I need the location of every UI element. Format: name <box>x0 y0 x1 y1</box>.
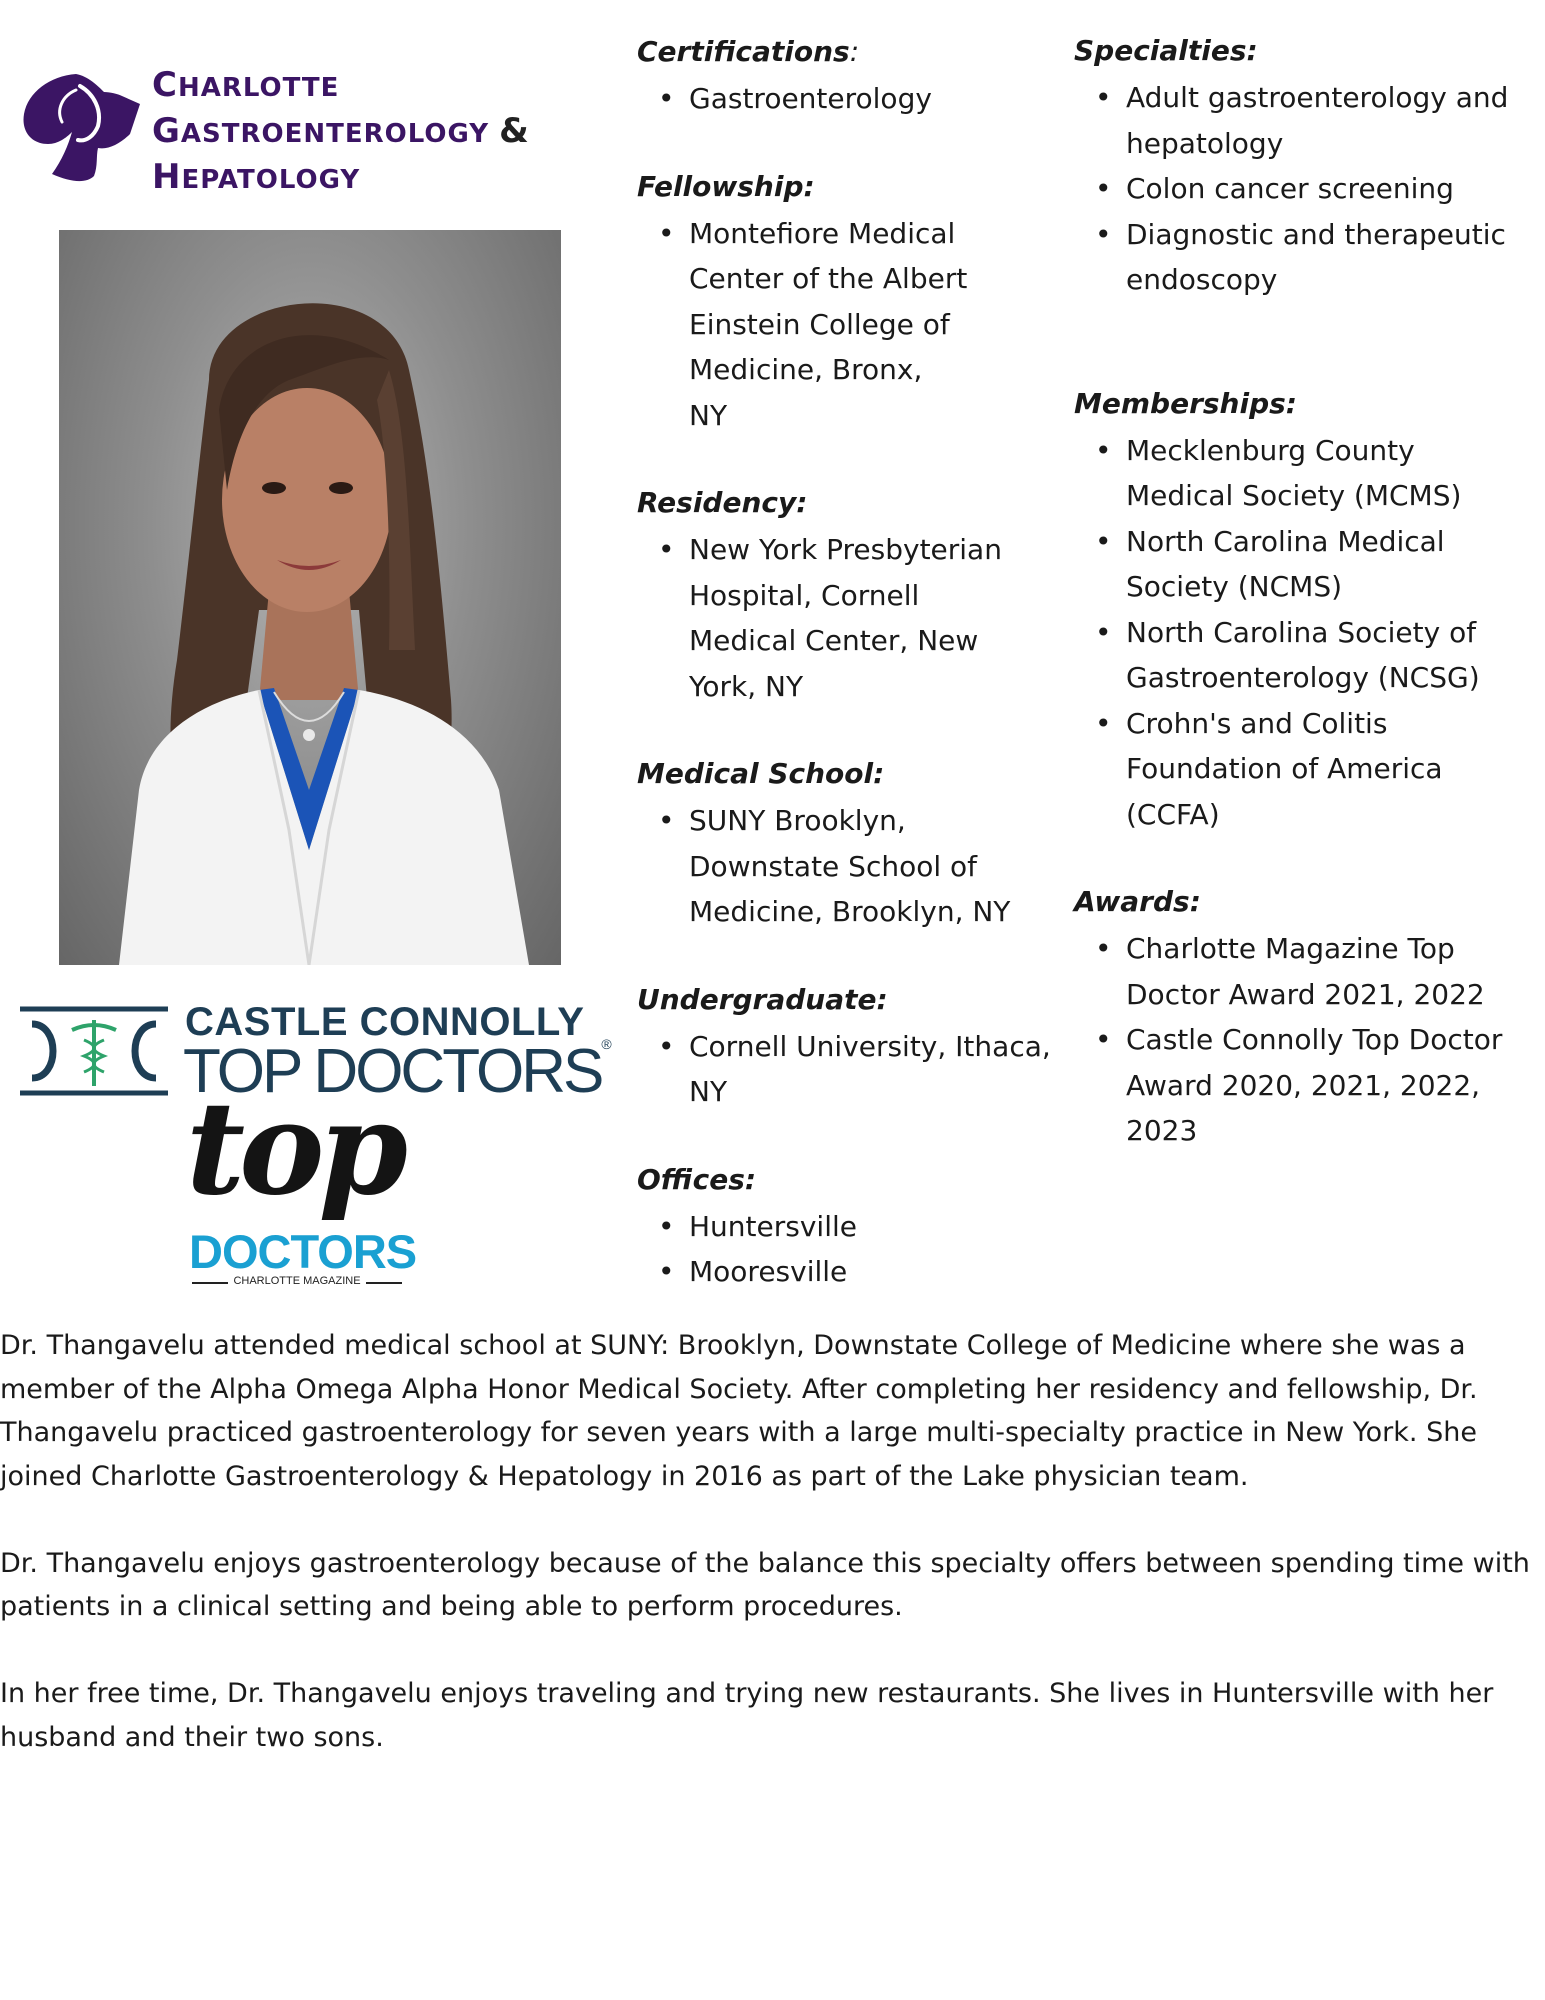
awards-section <box>1074 884 1514 1154</box>
list-item: • Mooresville <box>637 1249 1057 1295</box>
fellowship-section <box>637 169 1057 439</box>
list-item: • Huntersville <box>637 1204 1057 1250</box>
bio-paragraph: In her free time, Dr. Thangavelu enjoys traveling and trying new restaurants. She lives in Huntersville with her husband and their two sons. <box>0 1678 1494 1753</box>
list-item: • Colon cancer screening <box>1074 166 1514 212</box>
top-doctors-doctors-word: DOCTORS <box>189 1225 417 1278</box>
list-item: • Montefiore Medical Center of the Albert Einstein College of Medicine, Bronx, NY <box>637 211 969 439</box>
bio-paragraph: Dr. Thangavelu enjoys gastroenterology because of the balance this specialty offers between spending time with patients in a clinical setting and being able to perform procedures. <box>0 1547 1530 1622</box>
list-item: • Mecklenburg County Medical Society (MCMS) <box>1074 428 1511 519</box>
caduceus-icon <box>20 1006 168 1096</box>
residency-section <box>637 485 1057 709</box>
top-doctors-badge <box>186 1074 417 1294</box>
castle-connolly-subtitle: TOP DOCTORS® <box>183 1036 612 1106</box>
castle-connolly-title: CASTLE CONNOLLY <box>185 1000 585 1044</box>
list-item: • Charlotte Magazine Top Doctor Award 2021, 2022 <box>1074 926 1511 1017</box>
fellowship-heading: Fellowship: <box>637 169 815 203</box>
bio-paragraph: Dr. Thangavelu attended medical school at SUNY: Brooklyn, Downstate College of Medicine where she was a member of the Alpha Omega Alpha Honor Medical Society. After completing her residency and fellowship, Dr. Thangavelu practiced gastroenterology for seven years with a large multi-specialty practice in New York. She joined Charlotte Gastroenterology & Hepatology in 2016 as part of the Lake physician team. <box>0 1330 1478 1492</box>
doctor-bio <box>0 1324 1535 1803</box>
undergraduate-section <box>637 982 1057 1115</box>
practice-column <box>1074 33 1514 1154</box>
list-item: • New York Presbyterian Hospital, Cornell Medical Center, New York, NY <box>637 527 1029 709</box>
list-item: • Crohn's and Colitis Foundation of America (CCFA) <box>1074 701 1471 838</box>
list-item: • North Carolina Society of Gastroenterology (NCSG) <box>1074 610 1511 701</box>
credentials-column <box>637 34 1057 1295</box>
offices-section <box>637 1162 1057 1295</box>
specialties-heading: Specialties: <box>1074 34 1258 67</box>
practice-logo-text: CHARLOTTE GASTROENTEROLOGY & HEPATOLOGY <box>152 65 530 197</box>
practice-logo <box>22 64 542 197</box>
doctor-portrait <box>59 230 561 965</box>
list-item: • Gastroenterology <box>637 76 1057 122</box>
medical-school-section <box>637 756 1057 935</box>
memberships-heading: Memberships: <box>1074 386 1297 420</box>
list-item: • Adult gastroenterology and hepatology <box>1074 75 1511 166</box>
residency-heading: Residency: <box>637 486 808 519</box>
list-item: • Cornell University, Ithaca, NY <box>637 1024 1059 1115</box>
top-doctors-magazine: CHARLOTTE MAGAZINE <box>233 1275 361 1287</box>
list-item: • Castle Connolly Top Doctor Award 2020, 2021, 2022, 2023 <box>1074 1017 1511 1154</box>
memberships-section <box>1074 386 1514 838</box>
undergraduate-heading: Undergraduate: <box>637 982 888 1016</box>
list-item: • North Carolina Medical Society (NCMS) <box>1074 519 1496 610</box>
medical-school-heading: Medical School: <box>637 757 885 790</box>
awards-heading: Awards: <box>1074 885 1201 918</box>
list-item: • SUNY Brooklyn, Downstate School of Medicine, Brooklyn, NY <box>637 798 1059 935</box>
offices-heading: Offices: <box>637 1162 757 1196</box>
list-item: • Diagnostic and therapeutic endoscopy <box>1074 212 1511 303</box>
doctor-portrait-illustration <box>59 230 561 965</box>
specialties-section <box>1074 33 1514 303</box>
practice-logo-icon <box>22 70 142 186</box>
certifications-heading: Certifications: <box>637 35 860 68</box>
certifications-section <box>637 34 1057 122</box>
top-doctors-top-word: top <box>186 1074 402 1224</box>
